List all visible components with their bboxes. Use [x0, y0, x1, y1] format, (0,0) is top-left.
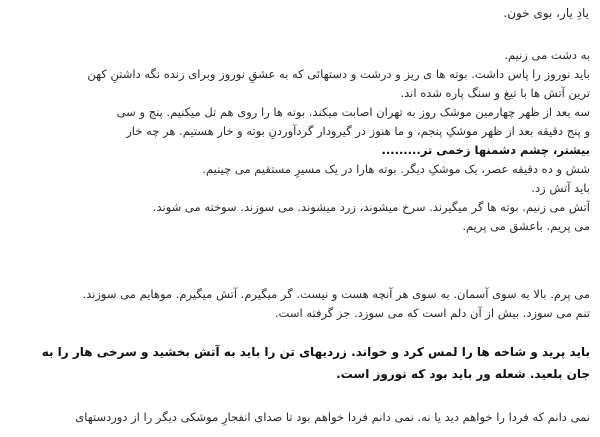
text-line-bold: باید پرید و شاخه ها را لمس کرد و خواند. زردیهای تن را باید به آتش بخشید و سرخی هار را به [41, 345, 590, 359]
text-line-bold: بیشتر، چشم دشمنها زخمی تر......... [381, 143, 590, 157]
text-line: نمی دانم که فردا را خواهم دید یا نه. نمی دانم فردا خواهم بود تا صدای انفجارِ موشکی دیگر را از دوردستهای [75, 410, 590, 424]
text-line: آتش می زنیم. بوته ها گر میگیرند. سرخ میشوند، زرد میشوند. می سوزند. سوخته می شوند. [152, 200, 590, 214]
text-line-bold: جان بلعید. شعله ور باید بود که نوروز است. [336, 367, 590, 381]
text-line: و پنج دقیقه بعد از ظهر موشکِ پنجم، و ما هنوز در گیرودار گردآوردنِ بوته و خار هستیم. هر چه خار [126, 124, 590, 138]
text-line: شش و ده دقیقه عصر، یک موشکِ دیگر. بوته هارا در یک مسیرِ مستقیم می چینیم. [202, 162, 590, 176]
text-line: به دشت می زنیم. [504, 48, 590, 62]
text-line: ترین آتش ها با تیغ و سنگ پاره شده اند. [400, 86, 590, 100]
document-title: یادِ یار، بوی خون. [503, 6, 589, 20]
text-line: تنم می سوزد. بیش از آن دلم است که می سوزد. جز گرفته است. [274, 306, 590, 320]
paragraph-2 [8, 285, 590, 323]
paragraph-3 [8, 341, 590, 385]
text-line: باید آتش زد. [531, 181, 590, 195]
text-line: می پریم. باعشق می پریم. [462, 219, 590, 233]
text-line: می پرم. بالا به سوی آسمان. به سوی هر آنچه هست و نیست. گر میگیرم. آتش میگیرم. موهایم می سوزند. [82, 287, 590, 301]
text-line: باید نوروز را پاس داشت. بوته ها ی ریز و درشت و دستهائی که به عشقِ نوروز وبرای زنده نگه داشتنِ کهن [87, 67, 590, 81]
text-line: سه بعد از ظهر چهارمین موشک روز به تهران اصابت میکند. بوته ها را روی هم تل میکنیم. پنج و سی [116, 105, 590, 119]
paragraph-4 [8, 408, 590, 427]
paragraph-1 [8, 46, 590, 236]
